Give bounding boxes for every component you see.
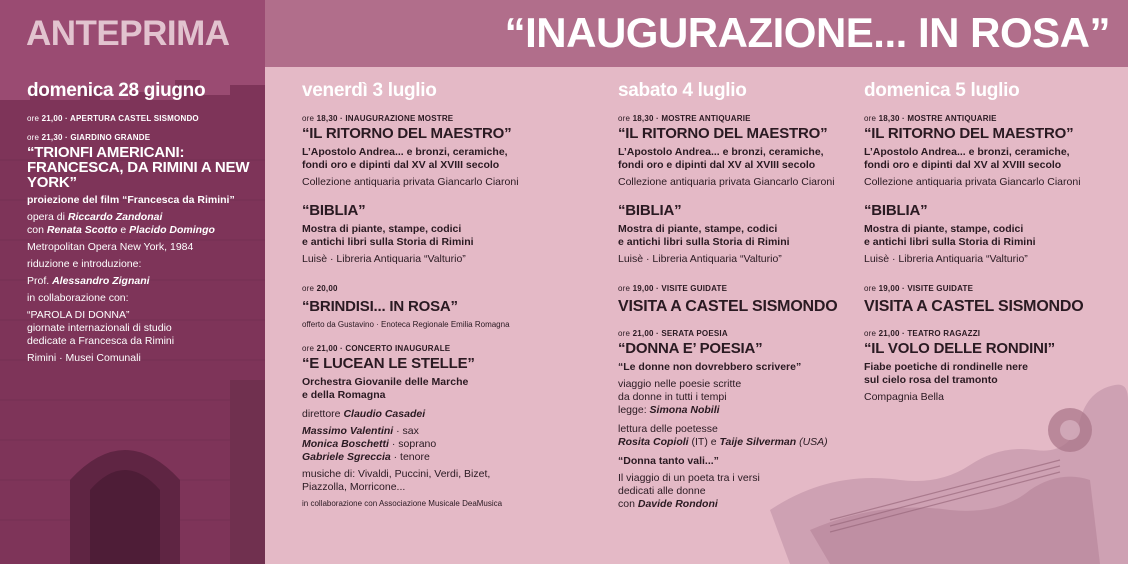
- event-detail: Rosita Copioli (IT) e Taije Silverman (USA): [618, 436, 828, 448]
- event-detail: Collezione antiquaria privata Giancarlo Ciaroni: [302, 176, 519, 188]
- event-detail: legge: Simona Nobili: [618, 404, 720, 416]
- event-detail: musiche di: Vivaldi, Puccini, Verdi, Bizet,: [302, 468, 491, 480]
- event-title: “BIBLIA”: [302, 202, 366, 219]
- event-detail: dedicate a Francesca da Rimini: [27, 335, 175, 347]
- event-detail: opera di Riccardo Zandonai: [27, 211, 163, 223]
- header-band: [265, 0, 1128, 67]
- event-detail: Fiabe poetiche di rondinelle nere: [864, 361, 1028, 373]
- event-detail: Gabriele Sgreccia · tenore: [302, 451, 430, 463]
- event-time: ore 21,00 · SERATA POESIA: [618, 329, 728, 338]
- event-detail: con Davide Rondoni: [618, 498, 718, 510]
- event-detail: Mostra di piante, stampe, codici: [864, 223, 1024, 235]
- event-title: VISITA A CASTEL SISMONDO: [618, 298, 838, 315]
- event-detail: Piazzolla, Morricone...: [302, 481, 406, 493]
- event-detail: Rimini · Musei Comunali: [27, 352, 141, 364]
- event-detail: fondi oro e dipinti dal XV al XVIII secolo: [864, 159, 1062, 171]
- event-detail: riduzione e introduzione:: [27, 258, 142, 270]
- event-time: ore 21,00 · TEATRO RAGAZZI: [864, 329, 981, 338]
- event-title: “IL RITORNO DEL MAESTRO”: [864, 125, 1074, 142]
- event-detail: proiezione del film “Francesca da Rimini”: [27, 194, 235, 206]
- event-time: ore 18,30 · MOSTRE ANTIQUARIE: [618, 114, 751, 123]
- event-detail: lettura delle poetesse: [618, 423, 718, 435]
- event-detail: sul cielo rosa del tramonto: [864, 374, 998, 386]
- left-schedule: [27, 80, 259, 365]
- event-detail: e antichi libri sulla Storia di Rimini: [618, 236, 790, 248]
- event-detail: Collezione antiquaria privata Giancarlo Ciaroni: [864, 176, 1081, 188]
- event-title: “BIBLIA”: [618, 202, 682, 219]
- event-detail: Luisè · Libreria Antiquaria “Valturio”: [618, 253, 782, 265]
- event-detail: direttore Claudio Casadei: [302, 408, 426, 420]
- event-title: “IL RITORNO DEL MAESTRO”: [302, 125, 512, 142]
- day-column-saturday: [618, 80, 838, 511]
- event-detail: giornate internazionali di studio: [27, 322, 172, 334]
- event-time: ore 21,30 · GIARDINO GRANDE: [27, 133, 151, 142]
- event-detail: “Le donne non dovrebbero scrivere”: [618, 361, 802, 373]
- anteprima-title: ANTEPRIMA: [26, 14, 230, 53]
- event-title: “BRINDISI... IN ROSA”: [302, 298, 458, 315]
- event-title: “E LUCEAN LE STELLE”: [302, 355, 475, 372]
- event-detail: dedicati alle donne: [618, 485, 706, 497]
- event-detail: fondi oro e dipinti dal XV al XVIII secolo: [302, 159, 500, 171]
- column-day: venerdì 3 luglio: [302, 80, 437, 101]
- event-detail: in collaborazione con:: [27, 292, 129, 304]
- event-detail: fondi oro e dipinti dal XV al XVIII secolo: [618, 159, 816, 171]
- event-detail: e antichi libri sulla Storia di Rimini: [302, 236, 474, 248]
- event-detail: viaggio nelle poesie scritte: [618, 378, 742, 390]
- event-title: “IL RITORNO DEL MAESTRO”: [618, 125, 828, 142]
- event-time: ore 18,30 · INAUGURAZIONE MOSTRE: [302, 114, 454, 123]
- column-day: sabato 4 luglio: [618, 80, 747, 101]
- event-detail: con Renata Scotto e Placido Domingo: [27, 224, 215, 236]
- event-title: “IL VOLO DELLE RONDINI”: [864, 340, 1055, 357]
- event-time: ore 19,00 · VISITE GUIDATE: [864, 284, 974, 293]
- event-title: “TRIONFI AMERICANI: FRANCESCA, DA RIMINI A NEW YORK”: [27, 144, 250, 191]
- event-detail: Mostra di piante, stampe, codici: [302, 223, 462, 235]
- event-detail: Luisè · Libreria Antiquaria “Valturio”: [302, 253, 466, 265]
- event-time: ore 18,30 · MOSTRE ANTIQUARIE: [864, 114, 997, 123]
- event-detail: L’Apostolo Andrea... e bronzi, ceramiche,: [864, 146, 1070, 158]
- event-detail: e antichi libri sulla Storia di Rimini: [864, 236, 1036, 248]
- event-detail: “Donna tanto vali...”: [618, 455, 719, 467]
- event-detail: offerto da Gustavino · Enoteca Regionale Emilia Romagna: [302, 320, 510, 329]
- left-day: domenica 28 giugno: [27, 80, 206, 101]
- column-day: domenica 5 luglio: [864, 80, 1020, 101]
- event-detail: da donne in tutti i tempi: [618, 391, 727, 403]
- event-detail: Luisè · Libreria Antiquaria “Valturio”: [864, 253, 1028, 265]
- event-detail: L’Apostolo Andrea... e bronzi, ceramiche,: [618, 146, 824, 158]
- main-title: “INAUGURAZIONE... IN ROSA”: [504, 9, 1110, 56]
- event-title: “DONNA E’ POESIA”: [618, 340, 763, 357]
- event-detail: in collaborazione con Associazione Musicale DeaMusica: [302, 499, 503, 508]
- day-column-friday: [302, 80, 519, 509]
- event-time: ore 20,00: [302, 284, 338, 293]
- event-detail: “PAROLA DI DONNA”: [27, 309, 130, 321]
- event-title: VISITA A CASTEL SISMONDO: [864, 298, 1084, 315]
- event-detail: Prof. Alessandro Zignani: [27, 275, 150, 287]
- event-time: ore 21,00 · CONCERTO INAUGURALE: [302, 344, 451, 353]
- event-detail: Orchestra Giovanile delle Marche: [302, 376, 469, 388]
- left-panel: [0, 0, 265, 564]
- event-time: ore 21,00 · APERTURA CASTEL SISMONDO: [27, 114, 199, 123]
- event-detail: Monica Boschetti · soprano: [302, 438, 437, 450]
- event-detail: Mostra di piante, stampe, codici: [618, 223, 778, 235]
- day-column-sunday: [864, 80, 1084, 404]
- event-detail: Compagnia Bella: [864, 391, 944, 403]
- event-title: “BIBLIA”: [864, 202, 928, 219]
- event-time: ore 19,00 · VISITE GUIDATE: [618, 284, 728, 293]
- event-detail: Collezione antiquaria privata Giancarlo Ciaroni: [618, 176, 835, 188]
- event-detail: e della Romagna: [302, 389, 386, 401]
- event-detail: L’Apostolo Andrea... e bronzi, ceramiche,: [302, 146, 508, 158]
- event-detail: Massimo Valentini · sax: [302, 425, 419, 437]
- event-detail: Il viaggio di un poeta tra i versi: [618, 472, 760, 484]
- event-detail: Metropolitan Opera New York, 1984: [27, 241, 194, 253]
